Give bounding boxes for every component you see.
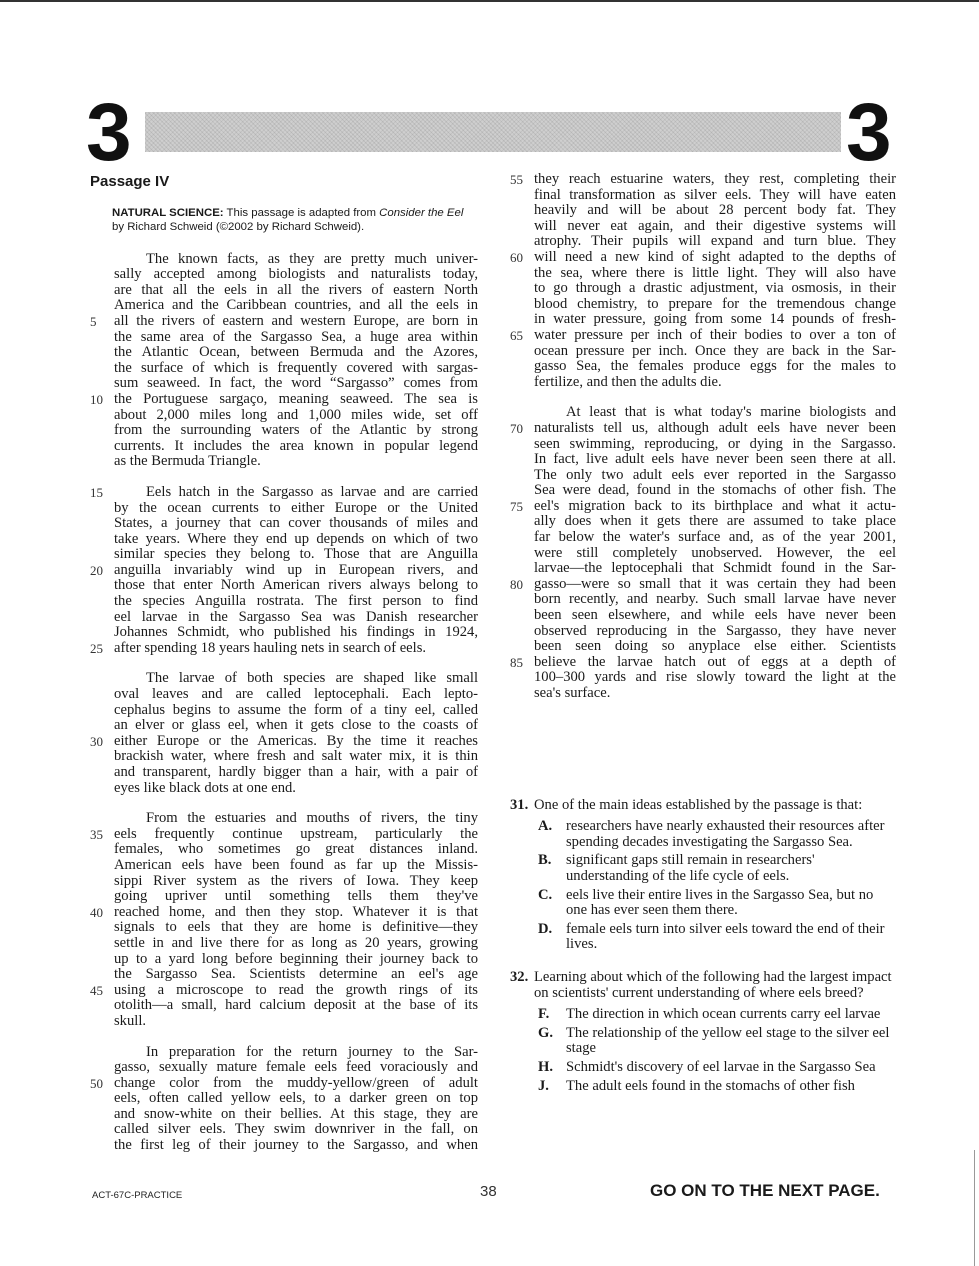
line-text: In preparation for the return journey to the Sar- xyxy=(146,1043,478,1060)
passage-line xyxy=(510,266,896,282)
line-number: 50 xyxy=(90,1075,103,1091)
passage-line xyxy=(510,577,896,593)
line-text: observed reproducing in the Sargasso, they have never xyxy=(534,622,896,639)
passage-line xyxy=(510,375,896,391)
passage-line xyxy=(510,514,896,530)
line-text: American eels have been found as far up the Missis- xyxy=(114,856,478,873)
passage-line xyxy=(90,594,478,610)
answer-option-h[interactable] xyxy=(510,1060,896,1076)
line-text: the same area of the Sargasso Sea, a huge area within xyxy=(114,328,478,345)
passage-line xyxy=(90,563,478,579)
line-text: water pressure per inch of their bodies to over a ton of xyxy=(534,326,896,343)
line-text: an elver or glass eel, when it gets close to the coasts of xyxy=(114,717,478,734)
passage-line xyxy=(90,842,478,858)
option-text: female eels turn into silver eels toward the end of their lives. xyxy=(566,920,885,953)
passage-line xyxy=(510,172,896,188)
line-text: The known facts, as they are pretty much univer- xyxy=(146,250,478,267)
line-text: sum seaweed. In fact, the word “Sargasso” comes from xyxy=(114,375,478,392)
line-number: 70 xyxy=(510,420,523,436)
passage-line xyxy=(90,1122,478,1138)
line-text: In fact, live adult eels have never been seen there at all. xyxy=(534,451,896,468)
line-text: the species Anguilla rostrata. The first person to find xyxy=(114,593,478,610)
passage-line xyxy=(90,1014,478,1030)
passage-line xyxy=(90,765,478,781)
paragraph-gap xyxy=(510,390,896,405)
question-32 xyxy=(510,970,896,1094)
line-number: 20 xyxy=(90,562,103,578)
line-text: going upriver until something tells them they've xyxy=(114,888,478,905)
section-number-left: 3 xyxy=(86,87,132,178)
line-number: 60 xyxy=(510,249,523,265)
line-text: those that enter North American rivers always belong to xyxy=(114,577,478,594)
passage-line xyxy=(510,421,896,437)
left-column xyxy=(90,172,478,1154)
passage-line xyxy=(90,889,478,905)
line-text: skull. xyxy=(114,1012,147,1029)
passage-line xyxy=(90,501,478,517)
line-text: eyes like black dots at one end. xyxy=(114,779,296,796)
passage-line xyxy=(90,392,478,408)
passage-line xyxy=(90,734,478,750)
line-text: the sea, where there is little light. They will also have xyxy=(534,264,896,281)
line-text: Eels hatch in the Sargasso as larvae and are carried xyxy=(146,483,478,500)
question-number: 31. xyxy=(510,796,529,813)
passage-line xyxy=(90,454,478,470)
line-number: 40 xyxy=(90,904,103,920)
line-number: 45 xyxy=(90,982,103,998)
passage-line xyxy=(90,532,478,548)
passage-line xyxy=(90,718,478,734)
line-text: The only two adult eels ever reported in the Sargasso xyxy=(534,466,896,483)
line-text: up to a yard long before beginning their journey back to xyxy=(114,950,478,967)
section-header-band xyxy=(145,112,841,152)
answer-option-d[interactable] xyxy=(510,922,896,953)
passage-line xyxy=(510,655,896,671)
line-text: From the estuaries and mouths of rivers, the tiny xyxy=(146,810,478,827)
line-text: blood chemistry, to prepare for the tremendous change xyxy=(534,295,896,312)
option-text: significant gaps still remain in researchers' understanding of the life cycle of eels. xyxy=(566,852,815,884)
line-number: 75 xyxy=(510,498,523,514)
passage-line xyxy=(90,703,478,719)
line-text: reached home, and then they stop. Whatever it is that xyxy=(114,903,478,920)
line-text: been seen elsewhere, and while eels have never been xyxy=(534,607,896,624)
line-text: Johannes Schmidt, who published his findings in 1924, xyxy=(114,624,478,641)
passage-line xyxy=(90,314,478,330)
line-text: are that all the eels in all the rivers of eastern North xyxy=(114,281,478,298)
right-column xyxy=(510,172,896,1094)
intro-text: This passage is adapted from xyxy=(223,206,380,219)
passage-line xyxy=(90,625,478,641)
line-text: States, a journey that can cover thousands of miles and xyxy=(114,515,478,532)
line-number: 5 xyxy=(90,313,97,329)
line-text: atrophy. Their pupils will expand and turn blue. They xyxy=(534,233,896,250)
line-text: either Europe or the Americas. By the time it reaches xyxy=(114,732,478,749)
line-text: will never eat again, and their digestive systems will xyxy=(534,217,896,234)
line-number: 15 xyxy=(90,484,103,500)
question-stem xyxy=(510,798,896,814)
passage-line xyxy=(510,452,896,468)
intro-label: NATURAL SCIENCE: xyxy=(112,206,224,219)
passage-line xyxy=(90,361,478,377)
passage-line xyxy=(510,188,896,204)
question-list xyxy=(510,798,896,1095)
next-page-instruction: GO ON TO THE NEXT PAGE. xyxy=(650,1181,880,1200)
line-text: heavily and will be about 28 percent body fat. They xyxy=(534,202,896,219)
passage-line xyxy=(510,624,896,640)
option-letter: H. xyxy=(538,1058,553,1075)
line-text: using a microscope to read the growth rings of its xyxy=(114,981,478,998)
line-text: oval leaves and are called leptocephali. Each lepto- xyxy=(114,686,478,703)
line-text: ally does when it gets there are assumed to take place xyxy=(534,513,896,530)
margin-rule xyxy=(974,1150,975,1266)
line-text: signals to eels that they are home is definitive—they xyxy=(114,919,478,936)
passage-line xyxy=(90,1045,478,1061)
line-text: similar species they belong to. Those that are Anguilla xyxy=(114,546,478,563)
line-number: 30 xyxy=(90,733,103,749)
line-text: final transformation as silver eels. They will have eaten xyxy=(534,186,896,203)
passage-line xyxy=(510,639,896,655)
line-text: will need a new kind of sight adapted to the depths of xyxy=(534,248,896,265)
passage-line xyxy=(90,687,478,703)
line-text: cephalus begins to assume the form of a tiny eel, called xyxy=(114,701,478,718)
option-text: The relationship of the yellow eel stage to the silver eel stage xyxy=(566,1024,890,1057)
line-text: after spending 18 years hauling nets in search of eels. xyxy=(114,639,427,656)
passage-text-right xyxy=(510,172,896,702)
passage-intro xyxy=(112,206,478,234)
line-text: by the ocean currents to either Europe or the United xyxy=(114,499,478,516)
line-text: seen swimming, reproducing, or dying in the Sargasso. xyxy=(534,435,896,452)
passage-line xyxy=(90,439,478,455)
line-text: called silver eels. They swim downriver in the fall, on xyxy=(114,1121,478,1138)
option-letter: D. xyxy=(538,920,553,937)
passage-line xyxy=(510,297,896,313)
line-text: believe the larvae hatch out of eggs at a depth of xyxy=(534,653,896,670)
passage-line xyxy=(90,936,478,952)
paragraph-gap xyxy=(90,656,478,671)
passage-line xyxy=(90,983,478,999)
passage-line xyxy=(90,749,478,765)
option-letter: A. xyxy=(538,818,553,835)
passage-line xyxy=(510,203,896,219)
answer-option-a[interactable] xyxy=(510,819,896,850)
passage-line xyxy=(510,483,896,499)
passage-line xyxy=(90,874,478,890)
paragraph-gap xyxy=(90,796,478,811)
line-text: in water pressure, going from some 14 pounds of fresh- xyxy=(534,311,896,328)
passage-line xyxy=(90,1060,478,1076)
passage-line xyxy=(510,281,896,297)
passage-line xyxy=(90,267,478,283)
line-text: all the rivers of eastern and western Europe, are born in xyxy=(114,312,478,329)
answer-option-j[interactable] xyxy=(510,1079,896,1095)
option-letter: J. xyxy=(538,1077,549,1094)
option-text: researchers have nearly exhausted their resources after spending decades investigating the Sargasso Sea. xyxy=(566,818,885,850)
intro-tail: by Richard Schweid (©2002 by Richard Schweid). xyxy=(112,220,365,233)
passage-line xyxy=(90,1076,478,1092)
passage-line xyxy=(510,219,896,235)
line-text: take years. Where they end up depends on which of two xyxy=(114,530,478,547)
line-number: 65 xyxy=(510,327,523,343)
line-text: sippi River system as the rivers of Iowa. They keep xyxy=(114,872,478,889)
passage-line xyxy=(90,298,478,314)
passage-line xyxy=(510,468,896,484)
answer-option-b[interactable] xyxy=(510,853,896,884)
line-text: larvae—the leptocephali that Schmidt found in the Sar- xyxy=(534,560,896,577)
passage-title: Passage IV xyxy=(90,173,170,190)
line-text: as the Bermuda Triangle. xyxy=(114,453,261,470)
passage-line xyxy=(90,485,478,501)
line-text: Sea were dead, found in the stomachs of other fish. The xyxy=(534,482,896,499)
line-number: 35 xyxy=(90,826,103,842)
line-text: sally accepted among biologists and naturalists today, xyxy=(114,266,478,283)
line-text: from the surrounding waters of the Atlantic by strong xyxy=(114,422,478,439)
answer-option-g[interactable] xyxy=(510,1026,896,1057)
line-text: gasso, sexually mature female eels feed voraciously and xyxy=(114,1059,478,1076)
line-text: and transparent, hardly bigger than a hair, with a pair of xyxy=(114,764,478,780)
passage-line xyxy=(90,423,478,439)
line-text: the surface of which is frequently covered with sargas- xyxy=(114,359,478,376)
passage-line xyxy=(510,499,896,515)
section-number-right: 3 xyxy=(846,87,892,178)
line-text: about 2,000 miles long and 1,000 miles wide, set off xyxy=(114,406,478,423)
line-number: 55 xyxy=(510,172,523,187)
question-stem-text: One of the main ideas established by the passage is that: xyxy=(534,796,863,813)
line-text: were still completely unobserved. However, the eel xyxy=(534,544,896,561)
passage-line xyxy=(90,610,478,626)
passage-line xyxy=(90,967,478,983)
passage-line xyxy=(510,592,896,608)
page-number: 38 xyxy=(480,1183,497,1200)
line-text: to go through a drastic adjustment, via osmosis, in their xyxy=(534,280,896,297)
passage-line xyxy=(90,811,478,827)
option-text: eels live their entire lives in the Sargasso Sea, but no one has ever seen them there. xyxy=(566,886,874,919)
passage-line xyxy=(510,670,896,686)
passage-line xyxy=(510,328,896,344)
passage-line xyxy=(90,1107,478,1123)
form-code: ACT-67C-PRACTICE xyxy=(92,1190,183,1201)
line-text: eel's migration back to its birthplace and what it actu- xyxy=(534,497,896,514)
line-text: the Sargasso Sea. Scientists determine an eel's age xyxy=(114,966,478,983)
line-text: currents. It includes the area known in popular legend xyxy=(114,437,478,454)
line-text: At least that is what today's marine biologists and xyxy=(566,404,896,421)
question-number: 32. xyxy=(510,968,529,985)
passage-line xyxy=(90,283,478,299)
option-text: The direction in which ocean currents carry eel larvae xyxy=(566,1006,881,1023)
line-text: ocean pressure per inch. Once they are back in the Sar- xyxy=(534,342,896,359)
option-text: The adult eels found in the stomachs of other fish xyxy=(566,1077,855,1094)
paragraph-gap xyxy=(90,470,478,485)
passage-line xyxy=(510,344,896,360)
line-text: been seen doing so anyplace else either. Scientists xyxy=(534,638,896,655)
line-text: far below the water's surface and, as of the year 2001, xyxy=(534,529,896,546)
answer-option-f[interactable] xyxy=(510,1007,896,1023)
intro-book-title: Consider the Eel xyxy=(379,206,464,219)
passage-line xyxy=(510,561,896,577)
passage-line xyxy=(90,252,478,268)
line-text: the Atlantic Ocean, between Bermuda and the Azores, xyxy=(114,344,478,361)
top-rule xyxy=(0,0,979,2)
passage-line xyxy=(510,250,896,266)
passage-line xyxy=(510,234,896,250)
line-text: 100–300 yards and rise slowly toward the light at the xyxy=(534,669,896,686)
passage-line xyxy=(90,408,478,424)
line-text: eel larvae in the Sargasso Sea was Danish researcher xyxy=(114,608,478,625)
line-text: change color from the muddy-yellow/green of adult xyxy=(114,1074,478,1091)
passage-line xyxy=(510,546,896,562)
line-number: 25 xyxy=(90,640,103,656)
passage-line xyxy=(90,578,478,594)
passage-line xyxy=(510,405,896,421)
passage-line xyxy=(90,547,478,563)
passage-line xyxy=(90,345,478,361)
passage-text-left xyxy=(90,252,478,1154)
line-text: females, who sometimes go great distances inland. xyxy=(114,841,478,858)
passage-line xyxy=(90,858,478,874)
line-text: settle in and live there for as long as 20 years, growing xyxy=(114,934,478,951)
passage-line xyxy=(90,376,478,392)
option-letter: B. xyxy=(538,852,552,869)
line-number: 80 xyxy=(510,576,523,592)
option-letter: C. xyxy=(538,886,553,903)
line-text: gasso Sea, the females produce eggs for the males to xyxy=(534,358,896,375)
passage-line xyxy=(90,920,478,936)
option-text: Schmidt's discovery of eel larvae in the Sargasso Sea xyxy=(566,1058,876,1075)
passage-line xyxy=(90,781,478,797)
passage-line xyxy=(510,437,896,453)
passage-line xyxy=(90,641,478,657)
passage-line xyxy=(90,952,478,968)
line-number: 85 xyxy=(510,654,523,670)
line-text: they reach estuarine waters, they rest, completing their xyxy=(534,171,896,187)
line-text: born recently, and nearby. Such small larvae have never xyxy=(534,591,896,608)
line-text: the first leg of their journey to the Sargasso, and when xyxy=(114,1137,478,1154)
passage-line xyxy=(90,330,478,346)
line-text: brackish water, where fresh and salt water mix, it is thin xyxy=(114,748,478,765)
line-text: America and the Caribbean countries, and all the eels in xyxy=(114,297,478,314)
passage-line xyxy=(90,827,478,843)
paragraph-gap xyxy=(90,1030,478,1045)
passage-line xyxy=(90,671,478,687)
line-text: naturalists tell us, although adult eels have never been xyxy=(534,419,896,436)
passage-line xyxy=(90,1091,478,1107)
passage-line xyxy=(510,359,896,375)
line-text: The larvae of both species are shaped like small xyxy=(146,670,478,687)
question-stem-text: Learning about which of the following had the largest impact on scientists' current understanding of where eels breed? xyxy=(534,968,892,1001)
option-letter: G. xyxy=(538,1024,553,1041)
line-text: the Portuguese sargaço, meaning seaweed. The sea is xyxy=(114,390,478,407)
passage-line xyxy=(510,312,896,328)
line-text: eels frequently continue upstream, particularly the xyxy=(114,825,478,842)
line-text: sea's surface. xyxy=(534,685,611,701)
answer-option-c[interactable] xyxy=(510,888,896,919)
question-31 xyxy=(510,798,896,953)
line-text: fertilize, and then the adults die. xyxy=(534,373,722,390)
passage-line xyxy=(90,1138,478,1154)
line-text: and snow-white on their bellies. At this stage, they are xyxy=(114,1105,478,1122)
passage-line xyxy=(510,608,896,624)
line-number: 10 xyxy=(90,391,103,407)
option-letter: F. xyxy=(538,1006,550,1023)
passage-line xyxy=(510,686,896,702)
passage-line xyxy=(90,905,478,921)
line-text: gasso—were so small that it was certain they had been xyxy=(534,575,896,592)
line-text: eels, often called yellow eels, to a darker green on top xyxy=(114,1090,478,1107)
passage-line xyxy=(90,516,478,532)
question-stem xyxy=(510,970,896,1001)
passage-line xyxy=(90,998,478,1014)
line-text: otolith—a small, hard calcium deposit at the base of its xyxy=(114,997,478,1014)
passage-line xyxy=(510,530,896,546)
line-text: anguilla invariably wind up in European rivers, and xyxy=(114,561,478,578)
